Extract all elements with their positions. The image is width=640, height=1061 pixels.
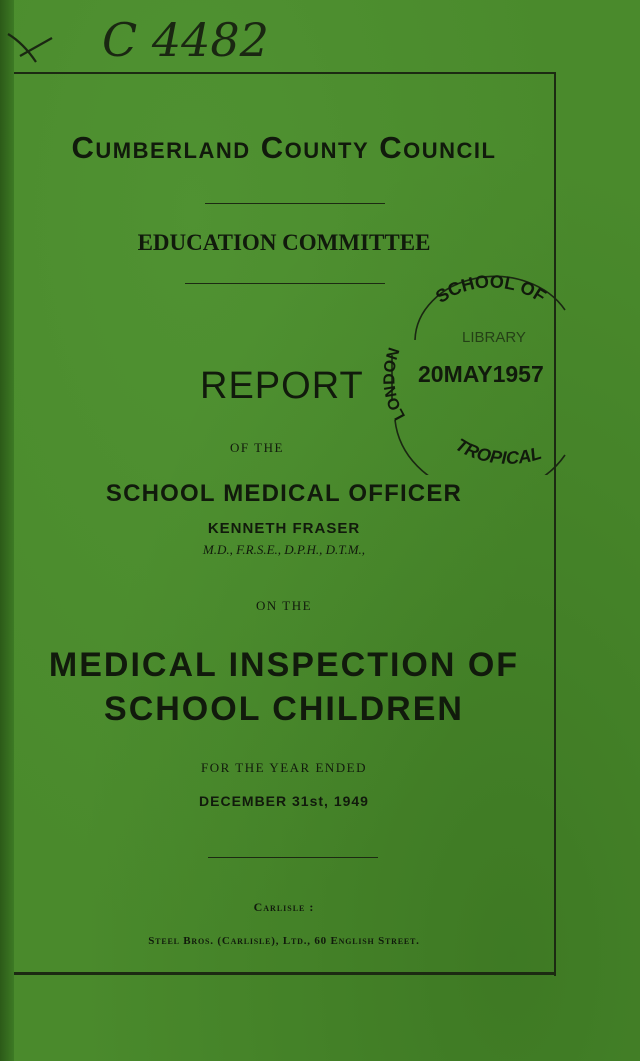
- stamp-top-arc-text: SCHOOL OF: [432, 271, 550, 307]
- rule-below-council: [205, 203, 385, 204]
- library-stamp: [370, 270, 610, 475]
- stamp-bottom-arc-text: TROPICAL: [452, 434, 544, 469]
- report-heading: REPORT: [200, 365, 364, 407]
- stamp-top-text: [432, 271, 549, 306]
- frame-right-rule: [554, 72, 556, 976]
- council-name: Cumberland County Council: [71, 130, 497, 165]
- handwritten-text: C 4482: [102, 13, 269, 67]
- on-the-text: ON THE: [255, 598, 313, 613]
- stamp-left-text: [381, 346, 409, 423]
- report-year-date: DECEMBER 31st, 1949: [199, 793, 369, 809]
- frame-top-rule: [14, 72, 556, 74]
- frame-bottom-rule: [14, 972, 556, 975]
- for-year-text: FOR THE YEAR ENDED: [200, 760, 368, 775]
- stamp-library-text: LIBRARY: [462, 329, 526, 346]
- publisher-line: Steel Bros. (Carlisle), Ltd., 60 English Street.: [148, 935, 420, 947]
- stamp-left-arc-text: LONDON: [381, 345, 410, 423]
- subject-line-1: MEDICAL INSPECTION OF: [48, 646, 520, 684]
- officer-title: SCHOOL MEDICAL OFFICER: [105, 480, 463, 507]
- officer-degrees: M.D., F.R.S.E., D.P.H., D.T.M.,: [202, 542, 366, 557]
- of-the-text: OF THE: [230, 440, 284, 455]
- stamp-bottom-text: [452, 434, 544, 468]
- rule-above-publisher: [208, 857, 378, 858]
- subject-line-2: SCHOOL CHILDREN: [104, 690, 464, 728]
- stamp-date: 20MAY1957: [418, 361, 544, 387]
- rule-below-committee: [185, 283, 385, 284]
- cover-left-edge: [0, 0, 14, 1061]
- committee-name: EDUCATION COMMITTEE: [137, 230, 431, 255]
- publisher-city: Carlisle :: [253, 900, 315, 914]
- officer-name: KENNETH FRASER: [207, 520, 361, 537]
- handwritten-accession-number: [6, 0, 346, 70]
